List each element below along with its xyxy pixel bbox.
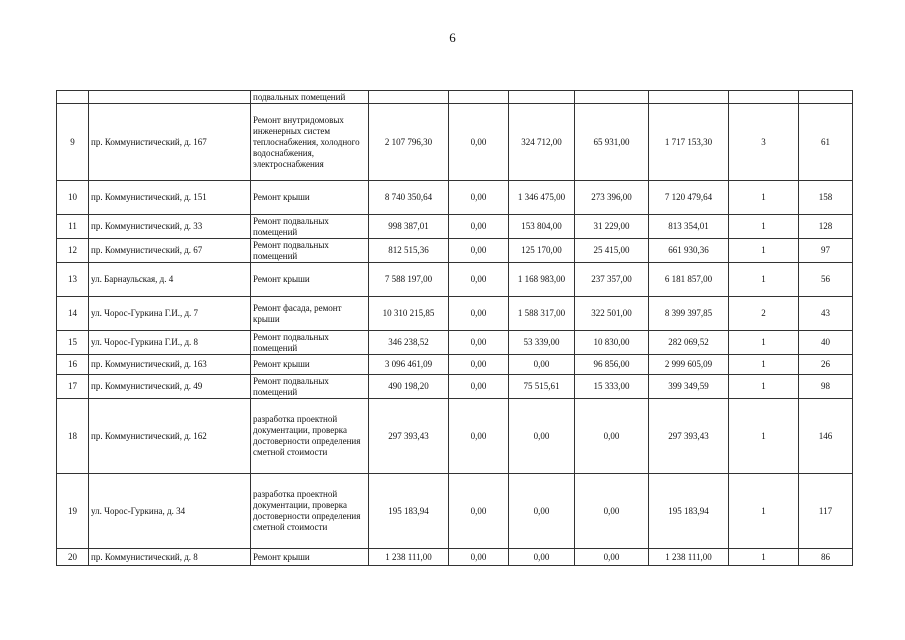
cell-col1: 0,00 bbox=[449, 104, 509, 181]
cell-no: 13 bbox=[57, 263, 89, 297]
cell-address: ул. Барнаульская, д. 4 bbox=[89, 263, 251, 297]
cell-col5: 2 bbox=[729, 297, 799, 331]
cell-col1: 0,00 bbox=[449, 263, 509, 297]
cell-col5: 1 bbox=[729, 331, 799, 355]
cell-col4: 2 999 605,09 bbox=[649, 355, 729, 375]
cell-col4: 399 349,59 bbox=[649, 375, 729, 399]
cell-col5 bbox=[729, 91, 799, 104]
cell-total bbox=[369, 91, 449, 104]
table-row bbox=[57, 263, 853, 297]
cell-no: 12 bbox=[57, 239, 89, 263]
cell-col4: 297 393,43 bbox=[649, 399, 729, 474]
cell-address: пр. Коммунистический, д. 33 bbox=[89, 215, 251, 239]
cell-no: 19 bbox=[57, 474, 89, 549]
cell-work: Ремонт крыши bbox=[251, 263, 369, 297]
cell-col2: 53 339,00 bbox=[509, 331, 575, 355]
cell-col3 bbox=[575, 91, 649, 104]
table-row bbox=[57, 104, 853, 181]
table-row bbox=[57, 375, 853, 399]
table-row bbox=[57, 331, 853, 355]
cell-col1: 0,00 bbox=[449, 297, 509, 331]
cell-total: 7 588 197,00 bbox=[369, 263, 449, 297]
cell-col3: 31 229,00 bbox=[575, 215, 649, 239]
cell-col2: 0,00 bbox=[509, 399, 575, 474]
cell-no: 14 bbox=[57, 297, 89, 331]
cell-total: 10 310 215,85 bbox=[369, 297, 449, 331]
cell-col4: 8 399 397,85 bbox=[649, 297, 729, 331]
cell-work: Ремонт подвальных помещений bbox=[251, 215, 369, 239]
cell-total: 490 198,20 bbox=[369, 375, 449, 399]
cell-col3: 0,00 bbox=[575, 399, 649, 474]
cell-col4 bbox=[649, 91, 729, 104]
cell-col3: 15 333,00 bbox=[575, 375, 649, 399]
cell-col6: 26 bbox=[799, 355, 853, 375]
cell-work: разработка проектной документации, проверка достоверности определения сметной стоимости bbox=[251, 399, 369, 474]
cell-address: пр. Коммунистический, д. 49 bbox=[89, 375, 251, 399]
cell-col5: 3 bbox=[729, 104, 799, 181]
table-row bbox=[57, 355, 853, 375]
cell-col4: 661 930,36 bbox=[649, 239, 729, 263]
cell-work: Ремонт крыши bbox=[251, 181, 369, 215]
cell-col5: 1 bbox=[729, 399, 799, 474]
table-row bbox=[57, 399, 853, 474]
cell-col3: 273 396,00 bbox=[575, 181, 649, 215]
cell-address: пр. Коммунистический, д. 167 bbox=[89, 104, 251, 181]
cell-col3: 96 856,00 bbox=[575, 355, 649, 375]
cell-total: 195 183,94 bbox=[369, 474, 449, 549]
cell-work: Ремонт подвальных помещений bbox=[251, 331, 369, 355]
cell-col1: 0,00 bbox=[449, 375, 509, 399]
cell-total: 998 387,01 bbox=[369, 215, 449, 239]
cell-col2: 153 804,00 bbox=[509, 215, 575, 239]
cell-work: подвальных помещений bbox=[251, 91, 369, 104]
cell-col6: 97 bbox=[799, 239, 853, 263]
cell-col2: 0,00 bbox=[509, 474, 575, 549]
table-row bbox=[57, 474, 853, 549]
cell-address: ул. Чорос-Гуркина Г.И., д. 8 bbox=[89, 331, 251, 355]
cell-col6: 56 bbox=[799, 263, 853, 297]
cell-total: 297 393,43 bbox=[369, 399, 449, 474]
cell-col5: 1 bbox=[729, 375, 799, 399]
cell-col3: 25 415,00 bbox=[575, 239, 649, 263]
cell-col5: 1 bbox=[729, 474, 799, 549]
cell-address: пр. Коммунистический, д. 162 bbox=[89, 399, 251, 474]
cell-no: 18 bbox=[57, 399, 89, 474]
cell-work: Ремонт фасада, ремонт крыши bbox=[251, 297, 369, 331]
cell-col4: 1 238 111,00 bbox=[649, 549, 729, 566]
cell-total: 2 107 796,30 bbox=[369, 104, 449, 181]
cell-col1: 0,00 bbox=[449, 331, 509, 355]
cell-total: 812 515,36 bbox=[369, 239, 449, 263]
cell-col1: 0,00 bbox=[449, 181, 509, 215]
table-row-continuation bbox=[57, 91, 853, 104]
cell-work: Ремонт крыши bbox=[251, 549, 369, 566]
cell-col5: 1 bbox=[729, 215, 799, 239]
cell-col4: 813 354,01 bbox=[649, 215, 729, 239]
cell-col4: 1 717 153,30 bbox=[649, 104, 729, 181]
cell-address: пр. Коммунистический, д. 67 bbox=[89, 239, 251, 263]
cell-work: Ремонт внутридомовых инженерных систем теплоснабжения, холодного водоснабжения, электроснабжения bbox=[251, 104, 369, 181]
cell-address: ул. Чорос-Гуркина, д. 34 bbox=[89, 474, 251, 549]
table-row bbox=[57, 215, 853, 239]
cell-total: 346 238,52 bbox=[369, 331, 449, 355]
repair-program-table bbox=[56, 90, 853, 566]
cell-col2: 1 588 317,00 bbox=[509, 297, 575, 331]
cell-no: 20 bbox=[57, 549, 89, 566]
cell-col2: 1 168 983,00 bbox=[509, 263, 575, 297]
cell-col4: 282 069,52 bbox=[649, 331, 729, 355]
cell-no: 16 bbox=[57, 355, 89, 375]
cell-col6: 40 bbox=[799, 331, 853, 355]
cell-total: 3 096 461,09 bbox=[369, 355, 449, 375]
cell-col3: 65 931,00 bbox=[575, 104, 649, 181]
cell-col1: 0,00 bbox=[449, 474, 509, 549]
cell-col6: 86 bbox=[799, 549, 853, 566]
cell-address: ул. Чорос-Гуркина Г.И., д. 7 bbox=[89, 297, 251, 331]
cell-col2 bbox=[509, 91, 575, 104]
cell-col4: 7 120 479,64 bbox=[649, 181, 729, 215]
table-row bbox=[57, 181, 853, 215]
table-row bbox=[57, 549, 853, 566]
cell-col5: 1 bbox=[729, 181, 799, 215]
cell-col1 bbox=[449, 91, 509, 104]
cell-total: 8 740 350,64 bbox=[369, 181, 449, 215]
cell-work: разработка проектной документации, проверка достоверности определения сметной стоимости bbox=[251, 474, 369, 549]
cell-col2: 0,00 bbox=[509, 355, 575, 375]
page-number: 6 bbox=[449, 30, 456, 45]
cell-col6: 128 bbox=[799, 215, 853, 239]
cell-col6: 43 bbox=[799, 297, 853, 331]
cell-col6: 61 bbox=[799, 104, 853, 181]
cell-col1: 0,00 bbox=[449, 215, 509, 239]
cell-col6 bbox=[799, 91, 853, 104]
cell-address: пр. Коммунистический, д. 163 bbox=[89, 355, 251, 375]
cell-work: Ремонт крыши bbox=[251, 355, 369, 375]
cell-col3: 322 501,00 bbox=[575, 297, 649, 331]
cell-no bbox=[57, 91, 89, 104]
cell-col4: 195 183,94 bbox=[649, 474, 729, 549]
cell-col2: 324 712,00 bbox=[509, 104, 575, 181]
cell-col1: 0,00 bbox=[449, 549, 509, 566]
cell-col5: 1 bbox=[729, 239, 799, 263]
cell-no: 15 bbox=[57, 331, 89, 355]
table-row bbox=[57, 297, 853, 331]
cell-col6: 158 bbox=[799, 181, 853, 215]
cell-col6: 146 bbox=[799, 399, 853, 474]
cell-work: Ремонт подвальных помещений bbox=[251, 239, 369, 263]
cell-col5: 1 bbox=[729, 549, 799, 566]
cell-no: 11 bbox=[57, 215, 89, 239]
table-row bbox=[57, 239, 853, 263]
cell-col3: 10 830,00 bbox=[575, 331, 649, 355]
cell-no: 17 bbox=[57, 375, 89, 399]
cell-col2: 125 170,00 bbox=[509, 239, 575, 263]
cell-address: пр. Коммунистический, д. 151 bbox=[89, 181, 251, 215]
cell-col3: 0,00 bbox=[575, 549, 649, 566]
cell-col3: 237 357,00 bbox=[575, 263, 649, 297]
cell-no: 9 bbox=[57, 104, 89, 181]
cell-col2: 75 515,61 bbox=[509, 375, 575, 399]
cell-col6: 98 bbox=[799, 375, 853, 399]
cell-col6: 117 bbox=[799, 474, 853, 549]
cell-col2: 1 346 475,00 bbox=[509, 181, 575, 215]
cell-col1: 0,00 bbox=[449, 399, 509, 474]
cell-no: 10 bbox=[57, 181, 89, 215]
cell-col3: 0,00 bbox=[575, 474, 649, 549]
cell-col5: 1 bbox=[729, 355, 799, 375]
cell-col1: 0,00 bbox=[449, 355, 509, 375]
cell-work: Ремонт подвальных помещений bbox=[251, 375, 369, 399]
cell-total: 1 238 111,00 bbox=[369, 549, 449, 566]
cell-col4: 6 181 857,00 bbox=[649, 263, 729, 297]
cell-col5: 1 bbox=[729, 263, 799, 297]
cell-address: пр. Коммунистический, д. 8 bbox=[89, 549, 251, 566]
cell-address bbox=[89, 91, 251, 104]
cell-col2: 0,00 bbox=[509, 549, 575, 566]
cell-col1: 0,00 bbox=[449, 239, 509, 263]
